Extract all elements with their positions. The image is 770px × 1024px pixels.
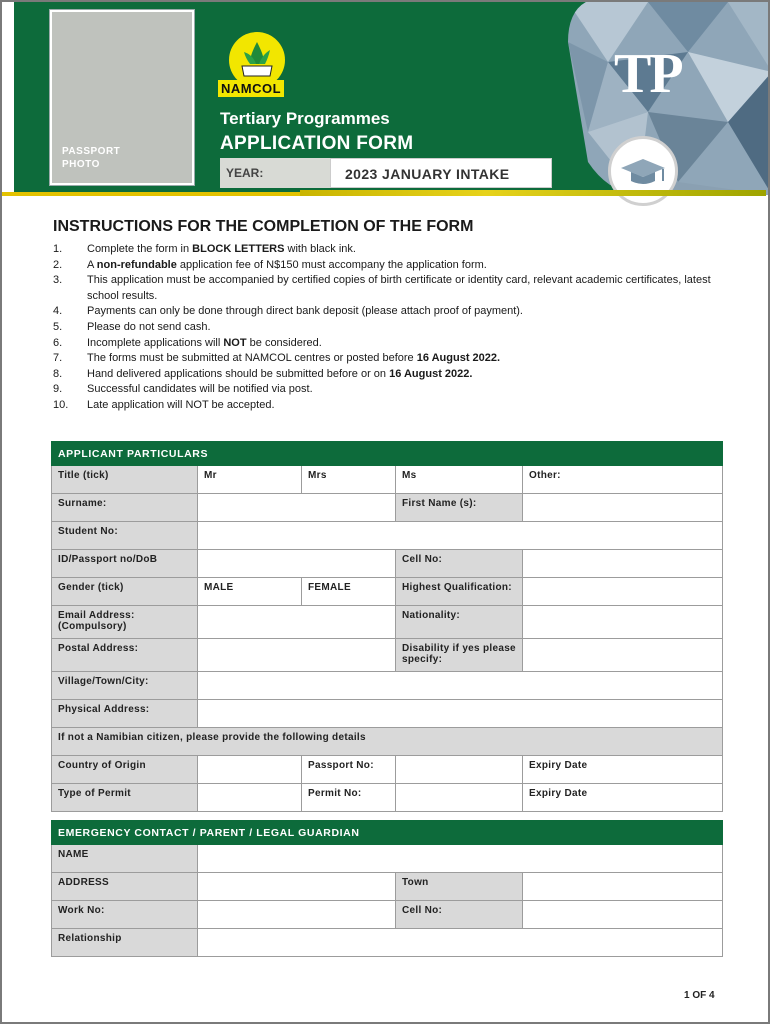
expiry-date-field-1[interactable]: Expiry Date [523, 756, 723, 784]
header-left-margin [2, 2, 14, 195]
passport-no-field[interactable]: Passport No: [302, 756, 396, 784]
emergency-cell-no-field[interactable] [523, 901, 723, 929]
instruction-text-bold: BLOCK LETTERS [192, 243, 285, 255]
form-subtitle: Tertiary Programmes [220, 109, 390, 128]
instruction-text-post: application fee of N$150 must accompany the application form. [176, 258, 487, 271]
instruction-item [53, 367, 733, 383]
instruction-item [53, 304, 733, 320]
instruction-text-bold: non-refundable [96, 258, 177, 271]
passport-photo-box [50, 10, 194, 185]
instruction-text [87, 382, 733, 398]
instruction-text-pre: Hand delivered applications should be submitted before or on [87, 367, 390, 380]
emergency-work-no-label: Work No: [52, 901, 198, 929]
first-name-field[interactable] [523, 494, 723, 522]
header-accent-stripe-left [2, 192, 300, 196]
instruction-number: 7. [53, 352, 63, 365]
id-passport-label: ID/Passport no/DoB [52, 550, 198, 578]
emergency-town-field[interactable] [523, 873, 723, 901]
non-namibian-notice: If not a Namibian citizen, please provide the following details [52, 728, 723, 756]
instruction-text-pre: Incomplete applications will [87, 336, 224, 349]
email-field[interactable] [198, 606, 396, 639]
instruction-item [53, 242, 733, 258]
year-label: YEAR: [220, 158, 330, 188]
instruction-text [87, 273, 733, 304]
permit-no-field[interactable]: Permit No: [302, 784, 396, 812]
title-mrs-option[interactable]: Mrs [302, 466, 396, 494]
permit-no-value[interactable] [396, 784, 523, 812]
instruction-text-pre: A [87, 258, 97, 271]
emergency-address-label: ADDRESS [52, 873, 198, 901]
instruction-number: 10. [53, 398, 69, 411]
instruction-text-pre: Late application will NOT be accepted. [87, 398, 275, 411]
instruction-number: 4. [53, 305, 63, 318]
instruction-number: 2. [53, 258, 63, 271]
title-mr-option[interactable]: Mr [198, 466, 302, 494]
surname-field[interactable] [198, 494, 396, 522]
instruction-number: 8. [53, 367, 63, 380]
instruction-text [87, 336, 733, 352]
instruction-item [53, 320, 733, 336]
village-town-city-label: Village/Town/City: [52, 672, 198, 700]
country-of-origin-label: Country of Origin [52, 756, 198, 784]
emergency-town-label: Town [396, 873, 523, 901]
id-passport-field[interactable] [198, 550, 396, 578]
postal-address-label: Postal Address: [52, 639, 198, 672]
gender-female-option[interactable]: FEMALE [302, 578, 396, 606]
page-number: 1 OF 4 [684, 990, 715, 1001]
form-title: APPLICATION FORM [220, 133, 414, 154]
namcol-logo-text: NAMCOL [218, 80, 284, 97]
emergency-address-field[interactable] [198, 873, 396, 901]
instruction-text-bold: 16 August 2022. [416, 352, 501, 365]
instruction-number: 9. [53, 383, 63, 396]
instruction-text-pre: Successful candidates will be notified via post. [87, 383, 313, 396]
surname-label: Surname: [52, 494, 198, 522]
instructions-list [53, 242, 733, 414]
instruction-item [53, 273, 733, 304]
emergency-relationship-field[interactable] [198, 929, 723, 957]
instruction-number: 3. [53, 274, 63, 287]
tp-badge: TP [614, 43, 682, 105]
emergency-contact-table [51, 820, 723, 957]
emergency-name-label: NAME [52, 845, 198, 873]
instruction-text-bold: 16 August 2022. [389, 367, 473, 380]
first-name-label: First Name (s): [396, 494, 523, 522]
gender-male-option[interactable]: MALE [198, 578, 302, 606]
instruction-item [53, 336, 733, 352]
instruction-item [53, 258, 733, 274]
instruction-number: 5. [53, 320, 63, 333]
instruction-text [87, 367, 733, 383]
instruction-text-pre: The forms must be submitted at NAMCOL centres or posted before [87, 352, 417, 365]
student-no-label: Student No: [52, 522, 198, 550]
student-no-field[interactable] [198, 522, 723, 550]
email-label: Email Address: (Compulsory) [52, 606, 198, 639]
instruction-number: 1. [53, 243, 63, 255]
applicant-section-title: APPLICANT PARTICULARS [52, 442, 723, 466]
gender-label: Gender (tick) [52, 578, 198, 606]
instruction-item [53, 398, 733, 414]
cell-no-label: Cell No: [396, 550, 523, 578]
instruction-text [87, 242, 733, 258]
instruction-number: 6. [53, 336, 63, 349]
physical-address-field[interactable] [198, 700, 723, 728]
instruction-text-bold: NOT [223, 336, 247, 349]
header-accent-stripe [300, 190, 766, 196]
instruction-text-post: with black ink. [284, 243, 356, 255]
title-tick-label: Title (tick) [52, 466, 198, 494]
instruction-text [87, 304, 733, 320]
instruction-text [87, 320, 733, 336]
postal-address-field[interactable] [198, 639, 396, 672]
instruction-item [53, 382, 733, 398]
instruction-text-pre: Please do not send cash. [87, 320, 211, 333]
instruction-item [53, 351, 733, 367]
instruction-text [87, 258, 733, 274]
highest-qualification-field[interactable] [523, 578, 723, 606]
instruction-text-pre: Payments can only be done through direct bank deposit (please attach proof of payment). [87, 305, 523, 318]
instructions-title: INSTRUCTIONS FOR THE COMPLETION OF THE FORM [53, 218, 474, 235]
expiry-date-field-2[interactable]: Expiry Date [523, 784, 723, 812]
title-ms-option[interactable]: Ms [396, 466, 523, 494]
nationality-field[interactable] [523, 606, 723, 639]
passport-no-value[interactable] [396, 756, 523, 784]
disability-label: Disability if yes please specify: [396, 639, 523, 672]
emergency-work-no-field[interactable] [198, 901, 396, 929]
country-of-origin-field[interactable] [198, 756, 302, 784]
cell-no-field[interactable] [523, 550, 723, 578]
passport-photo-label: PASSPORT PHOTO [62, 146, 121, 170]
instruction-text [87, 351, 733, 367]
emergency-name-field[interactable] [198, 845, 723, 873]
emergency-cell-no-label: Cell No: [396, 901, 523, 929]
highest-qualification-label: Highest Qualification: [396, 578, 523, 606]
type-of-permit-label: Type of Permit [52, 784, 198, 812]
disability-field[interactable] [523, 639, 723, 672]
applicant-particulars-table [51, 441, 723, 812]
instruction-text-pre: This application must be accompanied by certified copies of birth certificate or identity card, relevant academic certificates, latest school results. [87, 274, 711, 302]
type-of-permit-field[interactable] [198, 784, 302, 812]
nationality-label: Nationality: [396, 606, 523, 639]
year-value: 2023 JANUARY INTAKE [330, 158, 552, 188]
instruction-text [87, 398, 733, 414]
physical-address-label: Physical Address: [52, 700, 198, 728]
emergency-section-title: EMERGENCY CONTACT / PARENT / LEGAL GUARDIAN [52, 821, 723, 845]
title-other-field[interactable]: Other: [523, 466, 723, 494]
instruction-text-pre: Complete the form in [87, 243, 193, 255]
instruction-text-post: be considered. [246, 336, 322, 349]
village-town-city-field[interactable] [198, 672, 723, 700]
emergency-relationship-label: Relationship [52, 929, 198, 957]
